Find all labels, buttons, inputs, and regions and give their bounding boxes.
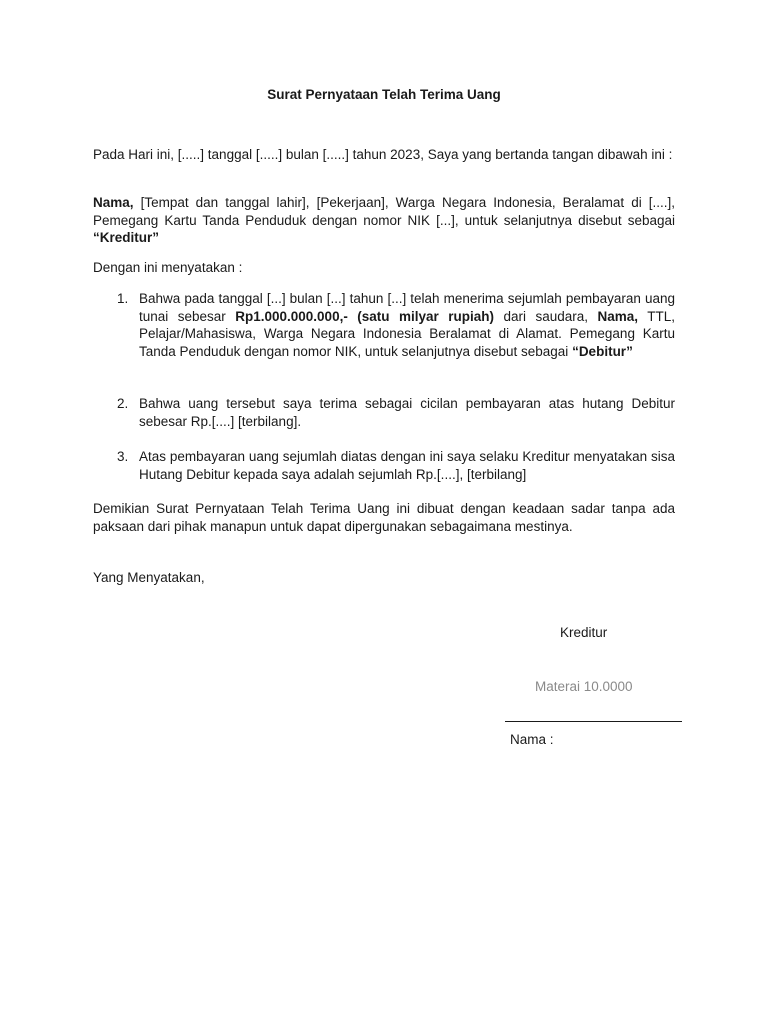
list-item-text: Bahwa uang tersebut saya terima sebagai cicilan pembayaran atas hutang Debitur sebesar Rp.[....] [terbilang]. — [139, 396, 675, 429]
signature-role: Kreditur — [560, 625, 608, 640]
item1-part3: TTL, Pelajar/Mahasiswa, Warga Negara Indonesia Beralamat di Alamat. Pemegang Kartu Tanda Penduduk dengan nomor NIK, untuk selanjutnya disebut sebagai — [139, 308, 675, 359]
item1-name-label: Nama, — [597, 308, 639, 324]
signature-line — [505, 721, 682, 722]
intro-paragraph: Pada Hari ini, [.....] tanggal [.....] bulan [.....] tahun 2023, Saya yang bertanda tangan dibawah ini : — [93, 147, 673, 162]
list-item-text — [139, 290, 675, 360]
identity-name-label: Nama, — [93, 195, 134, 210]
item1-amount: Rp1.000.000.000,- (satu milyar rupiah) — [235, 308, 495, 324]
closing-paragraph: Demikian Surat Pernyataan Telah Terima Uang ini dibuat dengan keadaan sadar tanpa ada paksaan dari pihak manapun untuk dapat dipergunakan sebagaimana mestinya. — [93, 501, 675, 534]
identity-details: [Tempat dan tanggal lahir], [Pekerjaan], Warga Negara Indonesia, Beralamat di [....], Pemegang Kartu Tanda Penduduk dengan nomor NIK [...], untuk selanjutnya disebut sebagai — [93, 195, 675, 228]
identity-role: “Kreditur” — [93, 230, 160, 245]
item1-part1: Bahwa pada tanggal [...] bulan [...] tahun [...] telah menerima sejumlah pembayaran uang tunai sebesar — [139, 291, 675, 324]
item1-part2: dari saudara, — [494, 308, 598, 324]
signoff: Yang Menyatakan, — [93, 570, 205, 585]
list-item-number: 2. — [117, 396, 129, 411]
list-item-number: 1. — [117, 291, 129, 306]
identity-paragraph — [93, 194, 675, 247]
document-title: Surat Pernyataan Telah Terima Uang — [267, 87, 501, 102]
stamp-placeholder: Materai 10.0000 — [535, 679, 633, 694]
declaration-heading: Dengan ini menyatakan : — [93, 260, 243, 275]
signature-name-label: Nama : — [510, 732, 554, 747]
item1-role: “Debitur” — [572, 343, 633, 359]
list-item-text: Atas pembayaran uang sejumlah diatas dengan ini saya selaku Kreditur menyatakan sisa Hutang Debitur kepada saya adalah sejumlah Rp.[....], [terbilang] — [139, 449, 675, 482]
list-item-number: 3. — [117, 449, 129, 464]
